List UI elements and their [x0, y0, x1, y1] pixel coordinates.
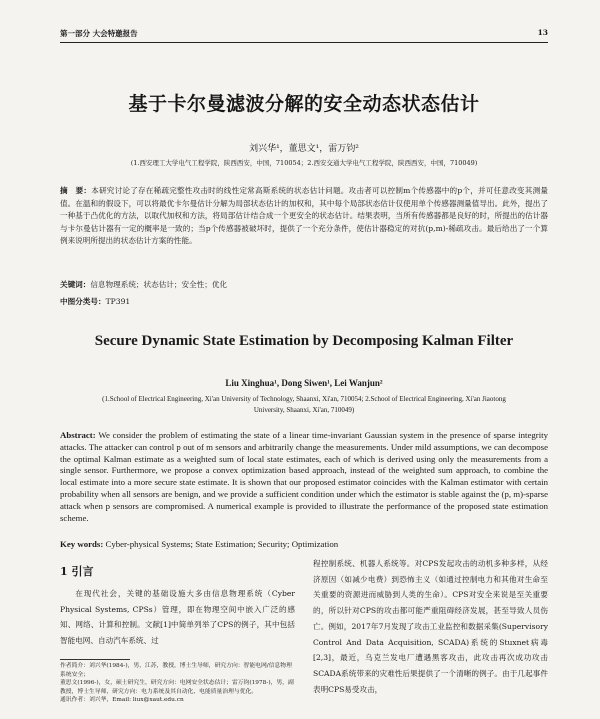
english-keywords-text: Cyber-physical Systems; State Estimation; Security; Optimization — [105, 539, 339, 549]
footnote — [60, 662, 295, 705]
classification-text: TP391 — [105, 297, 131, 306]
footnote-line: 作者简介：刘兴华(1984-)，男，江苏，教授，博士生导师，研究方向：智能电网/信息物理系统安全； — [60, 663, 292, 678]
footnote-rule — [60, 659, 130, 660]
classification-label: 中图分类号： — [60, 297, 106, 306]
english-abstract-label: Abstract: — [60, 430, 96, 440]
body-right-column — [313, 556, 548, 697]
chinese-affiliation: (1.西安理工大学电气工程学院，陕西西安，中国，710054；2.西安交通大学电气工程学院，陕西西安，中国，710049) — [130, 159, 478, 167]
english-abstract — [60, 430, 548, 524]
chinese-keywords-text: 信息物理系统；状态估计；安全性；优化 — [90, 280, 228, 289]
english-authors: Liu Xinghua¹, Dong Siwen¹, Lei Wanjun² — [225, 378, 383, 388]
header-rule — [60, 42, 548, 43]
classification-number — [60, 296, 548, 309]
footnote-line: 董思文(1996-)，女，硕士研究生，研究方向：电网安全状态估计；雷万钧(1978-)，男，副教授，博士生导师，研究方向：电力系统及其自动化、电能质量治理与优化。 — [60, 680, 294, 695]
page-number: 13 — [537, 28, 548, 37]
body-left-column — [60, 564, 295, 649]
english-title: Secure Dynamic State Estimation by Decomposing Kalman Filter — [94, 333, 514, 349]
chinese-keywords-label: 关键词： — [60, 280, 91, 289]
english-abstract-text: We consider the problem of estimating the state of a linear time-invariant Gaussian system in the presence of sparse integrity attacks. The attacker can control p out of m sensors and arbitrarily change the measurements. Under mild assumptions, we can decompose the optimal Kalman estimate as a weighted sum of local state estimates, each of which is derived using only the measurements from a single sensor. Furthermore, we propose a convex optimization based approach, instead of the weighted sum approach, to combine the local estimate into a more secure state estimate. It is shown that our proposed estimator coincides with the Kalman estimator with certain probability when all sensors are benign, and we provide a sufficient condition under which the estimator is stable against the (p, m)-sparse attack when p sensors are compromised. A numerical example is provided to illustrate the performance of the proposed state estimation scheme. — [60, 430, 548, 523]
section-heading-introduction: 1 引言 — [60, 565, 94, 578]
english-keywords-label: Key words: — [60, 539, 104, 549]
body-paragraph-left: 在现代社会，关键的基础设施大多由信息物理系统（Cyber Physical Systems, CPSs）管理，即在物理空间中嵌入广泛的感知、网络、计算和控制。文献[1]中简单列举了CPS的例子，其中包括智能电网、自动汽车系统、过 — [60, 589, 295, 646]
running-header — [60, 28, 548, 42]
chinese-title: 基于卡尔曼滤波分解的安全动态状态估计 — [128, 93, 480, 115]
chinese-abstract-text: 本研究讨论了存在稀疏完整性攻击时的线性定常高斯系统的状态估计问题。攻击者可以控制m个传感器中的p个，并可任意改变其测量值。在温和的假设下，可以将最优卡尔曼估计分解为局部状态估计的加权和，其中每个局部状态估计仅使用单个传感器测量值导出。此外，提出了一种基于凸优化的方法，以取代加权和方法，将局部估计结合成一个更安全的状态估计。结果表明，当所有传感器都是良好的时，所提出的估计器与卡尔曼估计器有一定的概率是一致的；当p个传感器被破坏时，提供了一个充分条件，使估计器稳定的对抗(p,m)-稀疏攻击。最后给出了一个算例来说明所提出的状态估计方案的性能。 — [60, 186, 548, 246]
chinese-keywords — [60, 279, 548, 292]
chinese-authors: 刘兴华¹，董思文¹，雷万钧² — [249, 144, 359, 154]
header-section-label: 第一部分 大会特邀报告 — [60, 29, 138, 38]
chinese-abstract-label: 摘 要： — [60, 186, 92, 195]
body-paragraph-right: 程控制系统、机器人系统等。对CPS发起攻击的动机多种多样，从经济原因（如减少电费）到恐怖主义（如通过控制电力和其他对生命至关重要的资源进而威胁到人类的生命）。CPS对安全来说是至关重要的，所以针对CPS的攻击都可能严重阻碍经济发展，甚至导致人员伤亡。例如，2017年7月发现了攻击工业监控和数据采集(Supervisory Control And Data Acquisition, SCADA)系统的Stuxnet病毒[2,3]，最近，乌克兰发电厂遭遇黑客攻击，此攻击再次成功攻击SCADA系统带来的灾难性后果提供了一个清晰的例子。由于几起事件表明CPS易受攻击， — [313, 559, 548, 694]
english-keywords — [60, 538, 548, 551]
english-affiliation: (1.School of Electrical Engineering, Xi'an University of Technology, Shaanxi, Xi'an, 710054; 2.School of Electrical Engineering, Xi'an Jiaotong University, Shaanxi, Xi'an, 710049) — [102, 395, 506, 414]
footnote-line: 通讯作者：刘兴华，Email: liux@xaut.edu.cn — [60, 697, 184, 704]
chinese-abstract — [60, 185, 548, 248]
